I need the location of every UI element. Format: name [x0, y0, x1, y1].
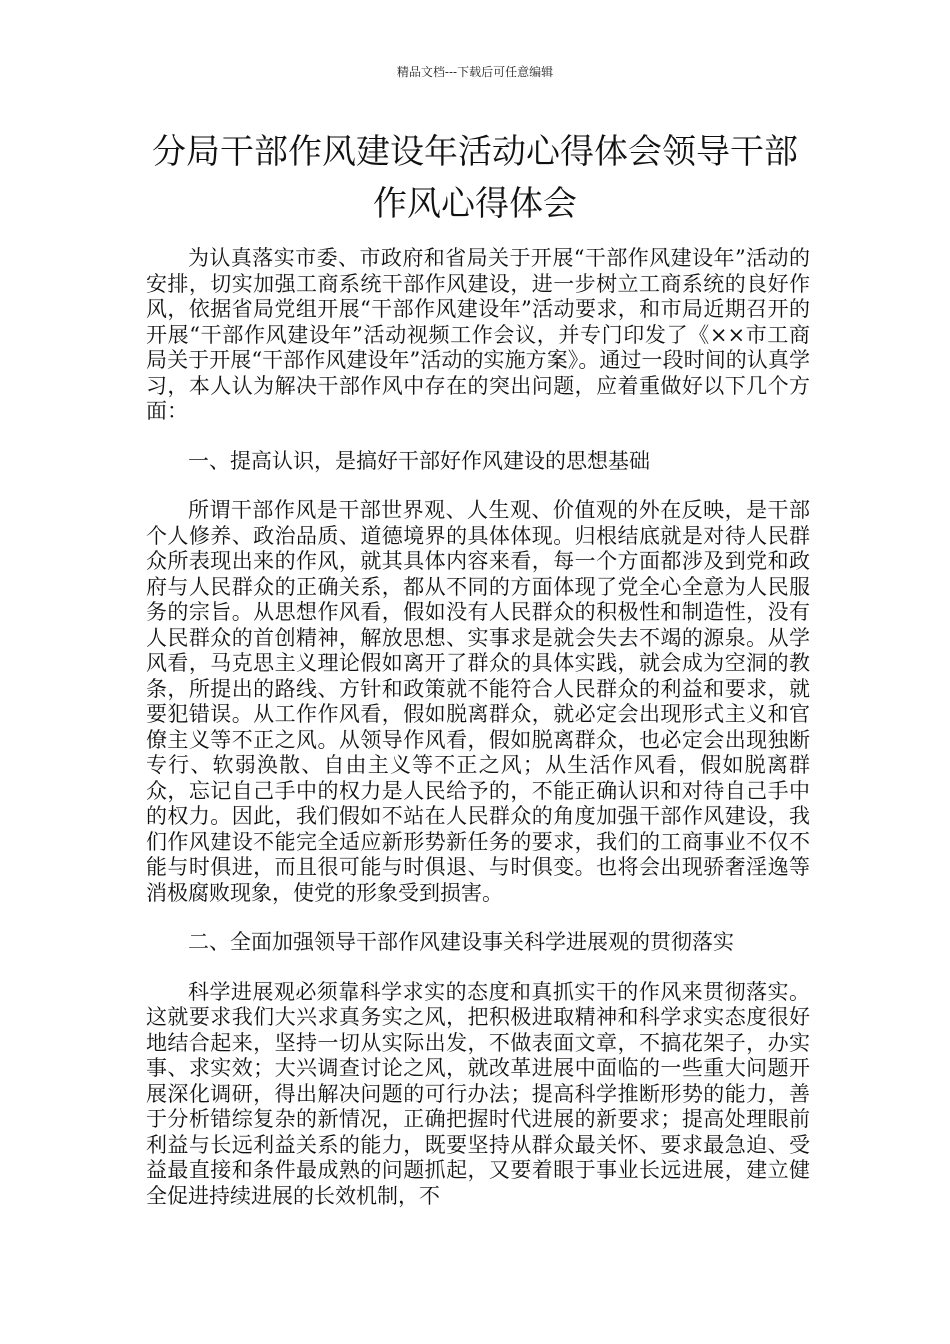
- header-note: 精品文档---下载后可任意编辑: [396, 65, 554, 79]
- section-1-paragraph: 所谓干部作风是干部世界观、人生观、价值观的外在反映，是干部个人修养、政治品质、道德境界的具体体现。归根结底就是对待人民群众所表现出来的作风，就其具体内容来看，每一个方面都涉及到党和政府与人民群众的正确关系，都从不同的方面体现了党全心全意为人民服务的宗旨。从思想作风看，假如没有人民群众的积极性和制造性，没有人民群众的首创精神，解放思想、实事求是就会失去不竭的源泉。从学风看，马克思主义理论假如离开了群众的具体实践，就会成为空洞的教条，所提出的路线、方针和政策就不能符合人民群众的利益和要求，就要犯错误。从工作作风看，假如脱离群众，就必定会出现形式主义和官僚主义等不正之风。从领导作风看，假如脱离群众，也必定会出现独断专行、软弱涣散、自由主义等不正之风；从生活作风看，假如脱离群众，忘记自己手中的权力是人民给予的，不能正确认识和对待自己手中的权力。因此，我们假如不站在人民群众的角度加强干部作风建设，我们作风建设不能完全适应新形势新任务的要求，我们的工商事业不仅不能与时俱进，而且很可能与时俱退、与时俱变。也将会出现骄奢淫逸等消极腐败现象，使党的形象受到损害。: [146, 498, 810, 905]
- paragraph-gap: [146, 956, 810, 980]
- paragraph-gap: [146, 474, 810, 498]
- intro-paragraph: 为认真落实市委、市政府和省局关于开展“干部作风建设年”活动的安排，切实加强工商系统干部作风建设，进一步树立工商系统的良好作风，依据省局党组开展“干部作风建设年”活动要求，和市局近期召开的开展“干部作风建设年”活动视频工作会议，并专门印发了《××市工商局关于开展“干部作风建设年”活动的实施方案》。通过一段时间的认真学习，本人认为解决干部作风中存在的突出问题，应着重做好以下几个方面：: [146, 246, 810, 423]
- section-heading-2: 二、全面加强领导干部作风建设事关科学进展观的贯彻落实: [188, 930, 734, 954]
- document-body: [146, 246, 810, 1209]
- paragraph-gap: [146, 425, 810, 449]
- paragraph-gap: [146, 906, 810, 930]
- section-2-paragraph: 科学进展观必须靠科学求实的态度和真抓实干的作风来贯彻落实。这就要求我们大兴求真务实之风，把积极进取精神和科学求实态度很好地结合起来，坚持一切从实际出发，不做表面文章，不搞花架子，办实事、求实效；大兴调查讨论之风，就改革进展中面临的一些重大问题开展深化调研，得出解决问题的可行办法；提高科学推断形势的能力，善于分析错综复杂的新情况，正确把握时代进展的新要求；提高处理眼前利益与长远利益关系的能力，既要坚持从群众最关怀、要求最急迫、受益最直接和条件最成熟的问题抓起，又要着眼于事业长远进展，建立健全促进持续进展的长效机制，不: [146, 979, 810, 1208]
- section-heading-1: 一、提高认识，是搞好干部好作风建设的思想基础: [188, 448, 650, 473]
- document-title: 分局干部作风建设年活动心得体会领导干部作风心得体会: [152, 132, 798, 224]
